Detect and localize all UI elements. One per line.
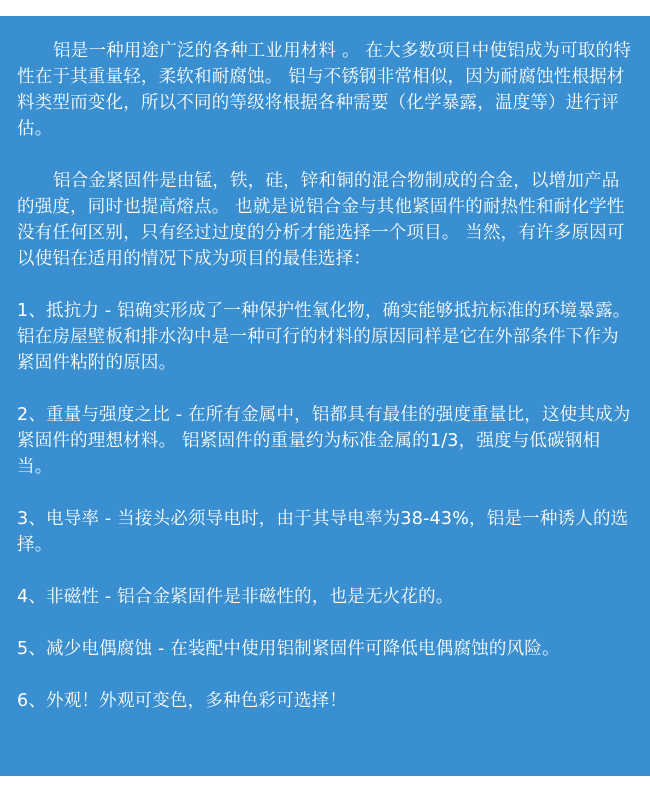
- paragraph-aluminum-intro: 铝是一种用途广泛的各种工业用材料 。 在大多数项目中使铝成为可取的特性在于其重量轻，柔软和耐腐蚀。 铝与不锈钢非常相似，因为耐腐蚀性根据材料类型而变化，所以不同的等级将根据各种需要（化学暴露，温度等）进行评估。: [17, 41, 631, 139]
- list-item-resistance: 1、抵抗力 - 铝确实形成了一种保护性氧化物，确实能够抵抗标准的环境暴露。 铝在房屋壁板和排水沟中是一种可行的材料的原因同样是它在外部条件下作为紧固件粘附的原因。: [17, 301, 637, 373]
- list-item-weight-strength: 2、重量与强度之比 - 在所有金属中，铝都具有最佳的强度重量比，这使其成为紧固件的理想材料。 铝紧固件的重量约为标准金属的1/3，强度与低碳钢相当。: [17, 405, 631, 477]
- list-item-galvanic-corrosion: 5、减少电偶腐蚀 - 在装配中使用铝制紧固件可降低电偶腐蚀的风险。: [17, 639, 560, 659]
- content-panel: [0, 16, 650, 776]
- list-item-non-magnetic: 4、非磁性 - 铝合金紧固件是非磁性的，也是无火花的。: [17, 587, 454, 607]
- list-item-conductivity: 3、电导率 - 当接头必须导电时，由于其导电率为38-43%，铝是一种诱人的选择。: [17, 509, 629, 555]
- list-item-appearance: 6、外观！外观可变色，多种色彩可选择！: [17, 691, 347, 711]
- paragraph-aluminum-alloy-fasteners: 铝合金紧固件是由锰，铁，硅，锌和铜的混合物制成的合金，以增加产品的强度，同时也提高熔点。 也就是说铝合金与其他紧固件的耐热性和耐化学性没有任何区别，只有经过过度的分析才能选择一个项目。 当然，有许多原因可以使铝在适用的情况下成为项目的最佳选择：: [17, 171, 625, 269]
